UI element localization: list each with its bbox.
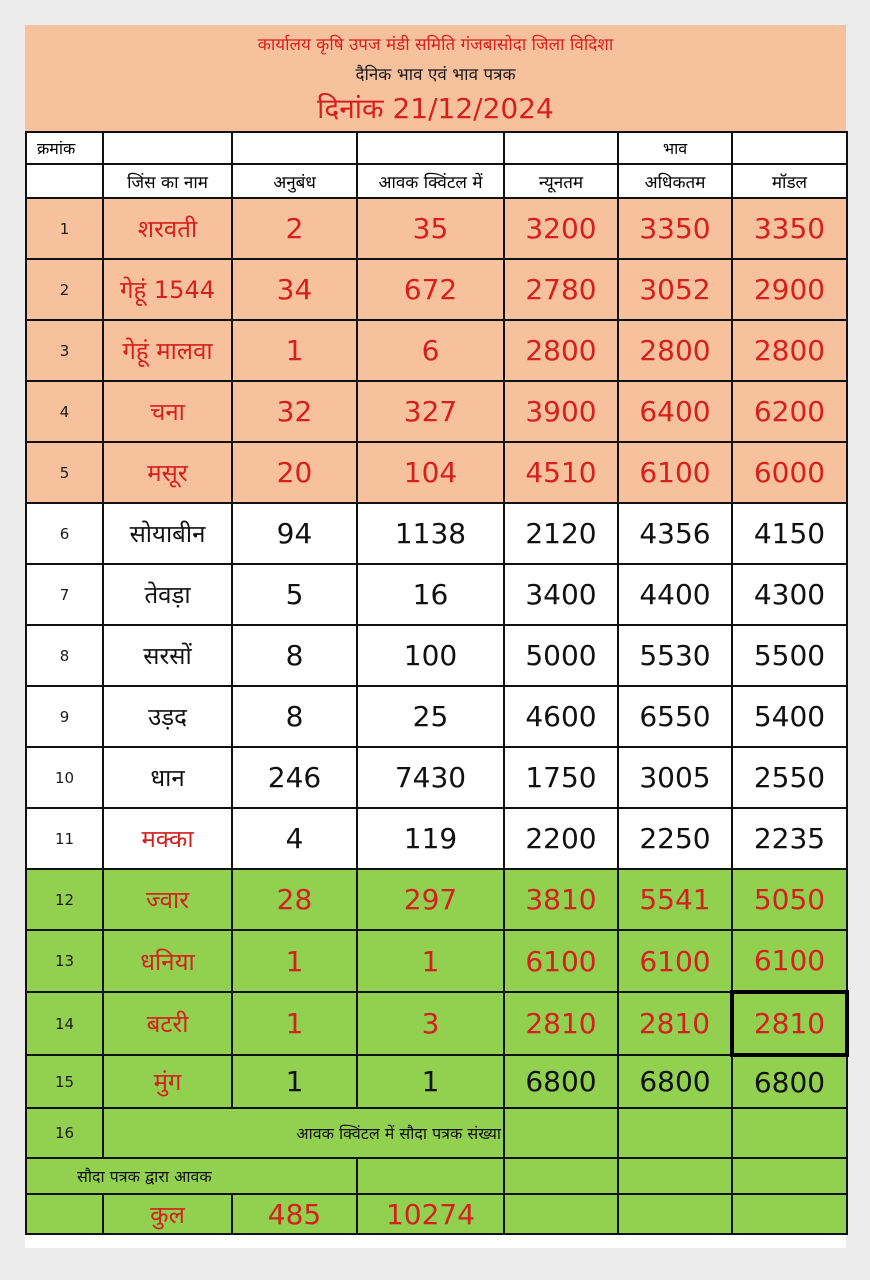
commodity-name: सोयाबीन: [103, 503, 232, 564]
table-row: [26, 259, 847, 320]
min-price-cell: 2780: [504, 259, 618, 320]
report-header: [25, 25, 846, 131]
col-header-min: न्यूनतम: [504, 164, 618, 198]
serial-cell: 11: [26, 808, 103, 869]
min-price-cell: 6800: [504, 1055, 618, 1108]
blank-cell: [504, 1108, 618, 1158]
commodity-name: गेहूं 1544: [103, 259, 232, 320]
arrival-cell: 100: [357, 625, 504, 686]
blank-cell: [732, 1194, 847, 1234]
arrival-cell: 1: [357, 1055, 504, 1108]
col-header-max: अधिकतम: [618, 164, 732, 198]
contract-cell: 246: [232, 747, 357, 808]
contract-cell: 32: [232, 381, 357, 442]
blank-cell: [732, 1158, 847, 1194]
max-price-cell: 2250: [618, 808, 732, 869]
commodity-name: ज्वार: [103, 869, 232, 930]
table-row: [26, 625, 847, 686]
serial-cell: 10: [26, 747, 103, 808]
serial-cell: 1: [26, 198, 103, 259]
min-price-cell: 6100: [504, 930, 618, 992]
max-price-cell: 2810: [618, 992, 732, 1055]
modal-price-cell: 2550: [732, 747, 847, 808]
serial-cell: 14: [26, 992, 103, 1055]
arrival-cell: 3: [357, 992, 504, 1055]
arrival-cell: 35: [357, 198, 504, 259]
col-header-price-group: भाव: [618, 132, 732, 164]
serial-cell: 2: [26, 259, 103, 320]
serial-cell: 8: [26, 625, 103, 686]
max-price-cell: 6400: [618, 381, 732, 442]
commodity-name: तेवड़ा: [103, 564, 232, 625]
price-table: [25, 131, 849, 1235]
max-price-cell: 5530: [618, 625, 732, 686]
blank-cell: [618, 1108, 732, 1158]
contract-cell: 34: [232, 259, 357, 320]
commodity-name: मक्का: [103, 808, 232, 869]
modal-price-cell-selected: 2810: [732, 992, 847, 1055]
modal-price-cell: 6800: [732, 1055, 847, 1108]
header-cell-blank: [103, 132, 232, 164]
commodity-name: मसूर: [103, 442, 232, 503]
header-cell-blank: [232, 132, 357, 164]
contract-cell: 5: [232, 564, 357, 625]
max-price-cell: 6550: [618, 686, 732, 747]
report-date: दिनांक 21/12/2024: [317, 92, 554, 125]
serial-cell: 13: [26, 930, 103, 992]
modal-price-cell: 6100: [732, 930, 847, 992]
header-row-1: [26, 132, 847, 164]
arrival-cell: 6: [357, 320, 504, 381]
table-row: [26, 503, 847, 564]
blank-cell: [504, 1194, 618, 1234]
header-cell-blank: [732, 132, 847, 164]
header-cell-blank: [357, 132, 504, 164]
arrival-cell: 672: [357, 259, 504, 320]
min-price-cell: 3900: [504, 381, 618, 442]
serial-cell: 15: [26, 1055, 103, 1108]
contract-cell: 8: [232, 625, 357, 686]
serial-cell: 16: [26, 1108, 103, 1158]
table-row: [26, 381, 847, 442]
modal-price-cell: 4150: [732, 503, 847, 564]
contract-cell: 20: [232, 442, 357, 503]
arrival-cell: 1: [357, 930, 504, 992]
contract-cell: 28: [232, 869, 357, 930]
contract-cell: 8: [232, 686, 357, 747]
max-price-cell: 3052: [618, 259, 732, 320]
serial-cell: 6: [26, 503, 103, 564]
min-price-cell: 3810: [504, 869, 618, 930]
contract-cell: 2: [232, 198, 357, 259]
summary-row-17: [26, 1158, 847, 1194]
col-header-serial: क्रमांक: [26, 132, 103, 164]
table-row: [26, 686, 847, 747]
modal-price-cell: 3350: [732, 198, 847, 259]
total-contract: 485: [232, 1194, 357, 1234]
modal-price-cell: 2235: [732, 808, 847, 869]
table-row: [26, 442, 847, 503]
min-price-cell: 1750: [504, 747, 618, 808]
summary-row-16: [26, 1108, 847, 1158]
modal-price-cell: 5400: [732, 686, 847, 747]
total-row: [26, 1194, 847, 1234]
arrival-cell: 327: [357, 381, 504, 442]
blank-cell: [618, 1158, 732, 1194]
commodity-name: धान: [103, 747, 232, 808]
report-subtitle: दैनिक भाव एवं भाव पत्रक: [355, 65, 516, 85]
col-header-name: जिंस का नाम: [103, 164, 232, 198]
arrival-cell: 297: [357, 869, 504, 930]
arrival-cell: 7430: [357, 747, 504, 808]
commodity-name: गेहूं मालवा: [103, 320, 232, 381]
table-row: [26, 1055, 847, 1108]
min-price-cell: 4600: [504, 686, 618, 747]
max-price-cell: 3005: [618, 747, 732, 808]
table-row: [26, 564, 847, 625]
blank-cell: [618, 1194, 732, 1234]
commodity-name: चना: [103, 381, 232, 442]
header-cell-blank: [504, 132, 618, 164]
modal-price-cell: 2800: [732, 320, 847, 381]
serial-cell: 3: [26, 320, 103, 381]
commodity-name: सरसों: [103, 625, 232, 686]
serial-cell: 12: [26, 869, 103, 930]
modal-price-cell: 5050: [732, 869, 847, 930]
table-row: [26, 930, 847, 992]
commodity-name: मुंग: [103, 1055, 232, 1108]
max-price-cell: 4400: [618, 564, 732, 625]
contract-cell: 1: [232, 1055, 357, 1108]
min-price-cell: 4510: [504, 442, 618, 503]
contract-cell: 94: [232, 503, 357, 564]
deal-slip-arrival-label: सौदा पत्रक द्वारा आवक: [26, 1158, 357, 1194]
modal-price-cell: 2900: [732, 259, 847, 320]
commodity-name: उड़द: [103, 686, 232, 747]
table-row: [26, 808, 847, 869]
table-row: [26, 747, 847, 808]
col-header-arrival: आवक क्विंटल में: [357, 164, 504, 198]
serial-cell: 4: [26, 381, 103, 442]
col-header-contract: अनुबंध: [232, 164, 357, 198]
serial-cell: 9: [26, 686, 103, 747]
arrival-cell: 1138: [357, 503, 504, 564]
header-row-2: [26, 164, 847, 198]
blank-cell: [504, 1158, 618, 1194]
min-price-cell: 3200: [504, 198, 618, 259]
min-price-cell: 5000: [504, 625, 618, 686]
min-price-cell: 2800: [504, 320, 618, 381]
max-price-cell: 6100: [618, 930, 732, 992]
col-header-modal: मॉडल: [732, 164, 847, 198]
table-row: [26, 320, 847, 381]
contract-cell: 1: [232, 992, 357, 1055]
modal-price-cell: 4300: [732, 564, 847, 625]
table-row: [26, 992, 847, 1055]
max-price-cell: 3350: [618, 198, 732, 259]
table-row: [26, 198, 847, 259]
commodity-name: बटरी: [103, 992, 232, 1055]
contract-cell: 1: [232, 320, 357, 381]
commodity-name: शरवती: [103, 198, 232, 259]
max-price-cell: 4356: [618, 503, 732, 564]
blank-cell: [26, 1194, 103, 1234]
max-price-cell: 6800: [618, 1055, 732, 1108]
table-row: [26, 869, 847, 930]
header-cell-blank: [26, 164, 103, 198]
blank-cell: [732, 1108, 847, 1158]
serial-cell: 5: [26, 442, 103, 503]
blank-cell: [357, 1158, 504, 1194]
max-price-cell: 2800: [618, 320, 732, 381]
max-price-cell: 5541: [618, 869, 732, 930]
max-price-cell: 6100: [618, 442, 732, 503]
arrival-cell: 119: [357, 808, 504, 869]
total-label: कुल: [103, 1194, 232, 1234]
deal-slip-count-label: आवक क्विंटल में सौदा पत्रक संख्या: [103, 1108, 504, 1158]
commodity-name: धनिया: [103, 930, 232, 992]
contract-cell: 1: [232, 930, 357, 992]
min-price-cell: 2810: [504, 992, 618, 1055]
modal-price-cell: 5500: [732, 625, 847, 686]
contract-cell: 4: [232, 808, 357, 869]
arrival-cell: 25: [357, 686, 504, 747]
arrival-cell: 16: [357, 564, 504, 625]
min-price-cell: 2200: [504, 808, 618, 869]
arrival-cell: 104: [357, 442, 504, 503]
min-price-cell: 2120: [504, 503, 618, 564]
office-title: कार्यालय कृषि उपज मंडी समिति गंजबासोदा जिला विदिशा: [257, 35, 614, 55]
serial-cell: 7: [26, 564, 103, 625]
modal-price-cell: 6000: [732, 442, 847, 503]
min-price-cell: 3400: [504, 564, 618, 625]
modal-price-cell: 6200: [732, 381, 847, 442]
total-arrival: 10274: [357, 1194, 504, 1234]
